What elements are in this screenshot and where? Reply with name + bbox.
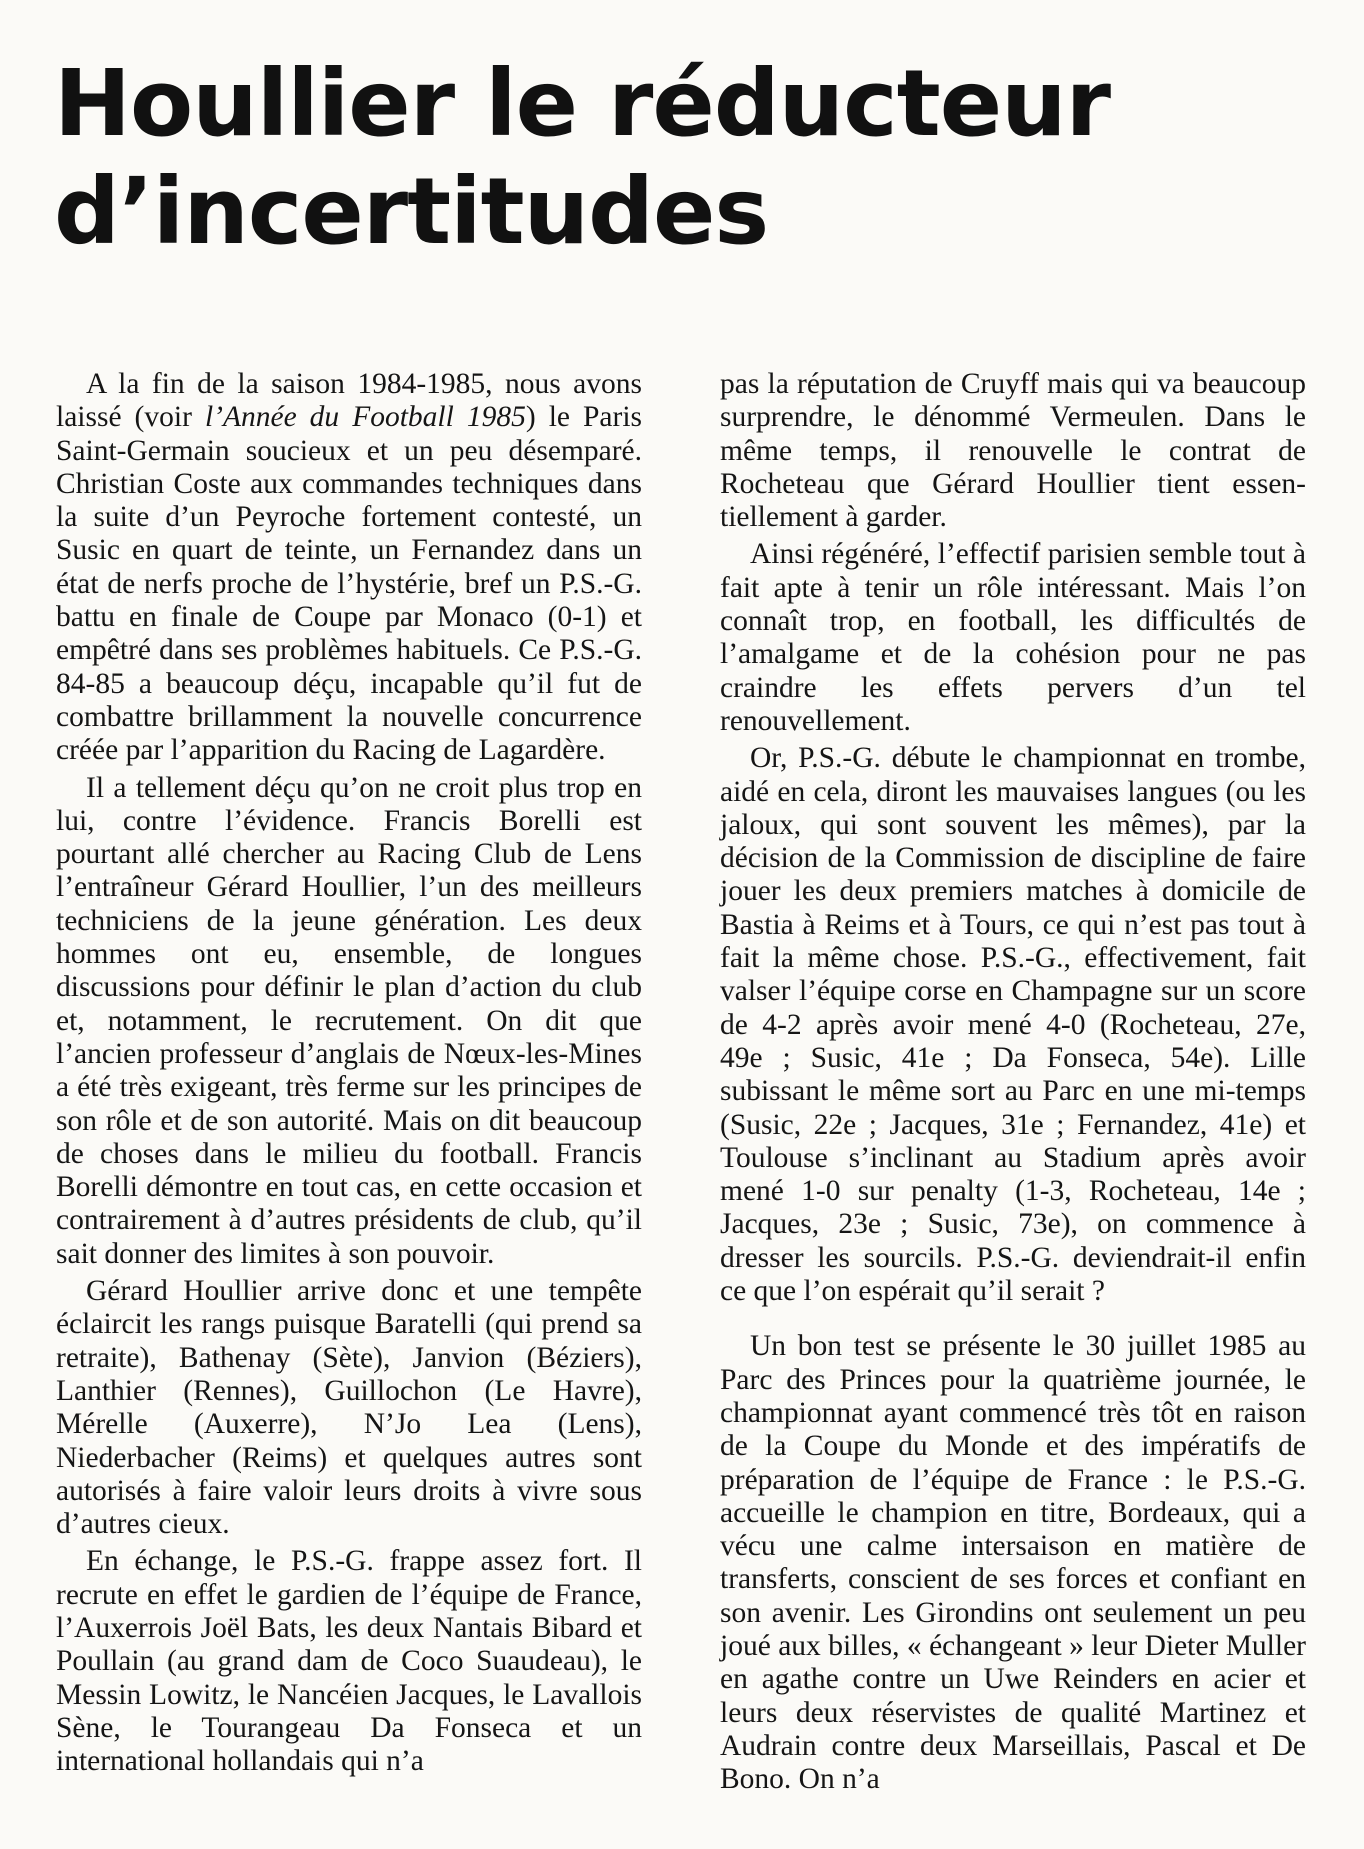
paragraph: Ainsi régénéré, l’effectif parisien semble tout à fait apte à tenir un rôle intéressant. Mais l’on connaît trop, en football, les difficultés de l’amalgame et de la cohésion pour ne pas craindre les effets pervers d’un tel renouvellement. [720,538,1306,737]
publication-reference: l’Année du Football 1985 [204,401,526,434]
paragraph-text: A la fin de la saison 1984-1985, nous avons laissé (voir [56,368,642,434]
paragraph-text: ) le Paris Saint-Germain soucieux et un peu désemparé. Christian Coste aux commandes techniques dans la suite d’un Peyroche fortement contesté, un Susic en quart de teinte, un Fernandez dans un état de nerfs proche de l’hystérie, bref un P.S.-G. battu en finale de Coupe par Monaco (0-1) et empêtré dans ses problèmes habituels. Ce P.S.-G. 84-85 a beaucoup déçu, incapable qu’il fut de combattre brillamment la nouvelle concurrence créée par l’apparition du Racing de Lagardère. [56,401,642,767]
paragraph: pas la réputation de Cruyff mais qui va beaucoup surprendre, le dénommé Vermeulen. Dans le même temps, il renouvelle le contrat de Rocheteau que Gérard Houllier tient essentiellement à garder. [720,368,1306,534]
paragraph: Un bon test se présente le 30 juillet 1985 au Parc des Princes pour la quatrième journée, le championnat ayant commencé très tôt en raison de la Coupe du Monde et des impératifs de préparation de l’équipe de France : le P.S.-G. accueille le champion en titre, Bordeaux, qui a vécu une calme intersaison en matière de transferts, conscient de ses forces et confiant en son avenir. Les Girondins ont seulement un peu joué aux billes, « échangeant » leur Dieter Muller en agathe contre un Uwe Reinders en acier et leurs deux réservistes de qualité Martinez et Audrain contre deux Marseillais, Pascal et De Bono. On n’a [720,1330,1306,1796]
left-column [56,368,642,1782]
title-line-2: d’incertitudes [54,158,769,265]
paragraph: Gérard Houllier arrive donc et une tempête éclaircit les rangs puisque Baratelli (qui prend sa retraite), Bathenay (Sète), Janvion (Béziers), Lanthier (Rennes), Guillochon (Le Havre), Mérelle (Auxerre), N’Jo Lea (Lens), Niederbacher (Reims) et quelques autres sont autorisés à faire valoir leurs droits à vivre sous d’autres cieux. [56,1275,642,1541]
paragraph [56,368,642,768]
right-column [720,368,1306,1800]
title-line-1: Houllier le réducteur [54,50,1110,157]
paragraph: Il a tellement déçu qu’on ne croit plus trop en lui, contre l’évidence. Francis Borelli est pourtant allé chercher au Racing Club de Lens l’entraîneur Gérard Houllier, l’un des meilleurs techniciens de la jeune génération. Les deux hommes ont eu, ensemble, de longues discussions pour définir le plan d’action du club et, notamment, le recrutement. On dit que l’ancien professeur d’anglais de Nœux-les-Mines a été très exigeant, très ferme sur les principes de son rôle et de son autorité. Mais on dit beaucoup de choses dans le milieu du football. Francis Borelli démontre en tout cas, en cette occasion et contrairement à d’autres présidents de club, qu’il sait donner des limites à son pouvoir. [56,771,642,1270]
article-title [54,50,1110,266]
paragraph: En échange, le P.S.-G. frappe assez fort. Il recrute en effet le gardien de l’équipe de France, l’Auxerrois Joël Bats, les deux Nantais Bibard et Poullain (au grand dam de Coco Suaudeau), le Messin Lowitz, le Nancéien Jacques, le Lavallois Sène, le Tourangeau Da Fonseca et un international hollandais qui n’a [56,1545,642,1778]
paragraph: Or, P.S.-G. débute le championnat en trombe, aidé en cela, diront les mauvaises langues (ou les jaloux, qui sont souvent les mêmes), par la décision de la Commission de discipline de faire jouer les deux premiers matches à domicile de Bastia à Reims et à Tours, ce qui n’est pas tout à fait la même chose. P.S.-G., effectivement, fait valser l’équipe corse en Champagne sur un score de 4-2 après avoir mené 4-0 (Rocheteau, 27e, 49e ; Susic, 41e ; Da Fonseca, 54e). Lille subissant le même sort au Parc en une mi-temps (Susic, 22e ; Jacques, 31e ; Fernandez, 41e) et Toulouse s’inclinant au Stadium après avoir mené 1-0 sur penalty (1-3, Rocheteau, 14e ; Jacques, 23e ; Susic, 73e), on commence à dresser les sourcils. P.S.-G. deviendrait-il enfin ce que l’on espérait qu’il serait ? [720,742,1306,1308]
